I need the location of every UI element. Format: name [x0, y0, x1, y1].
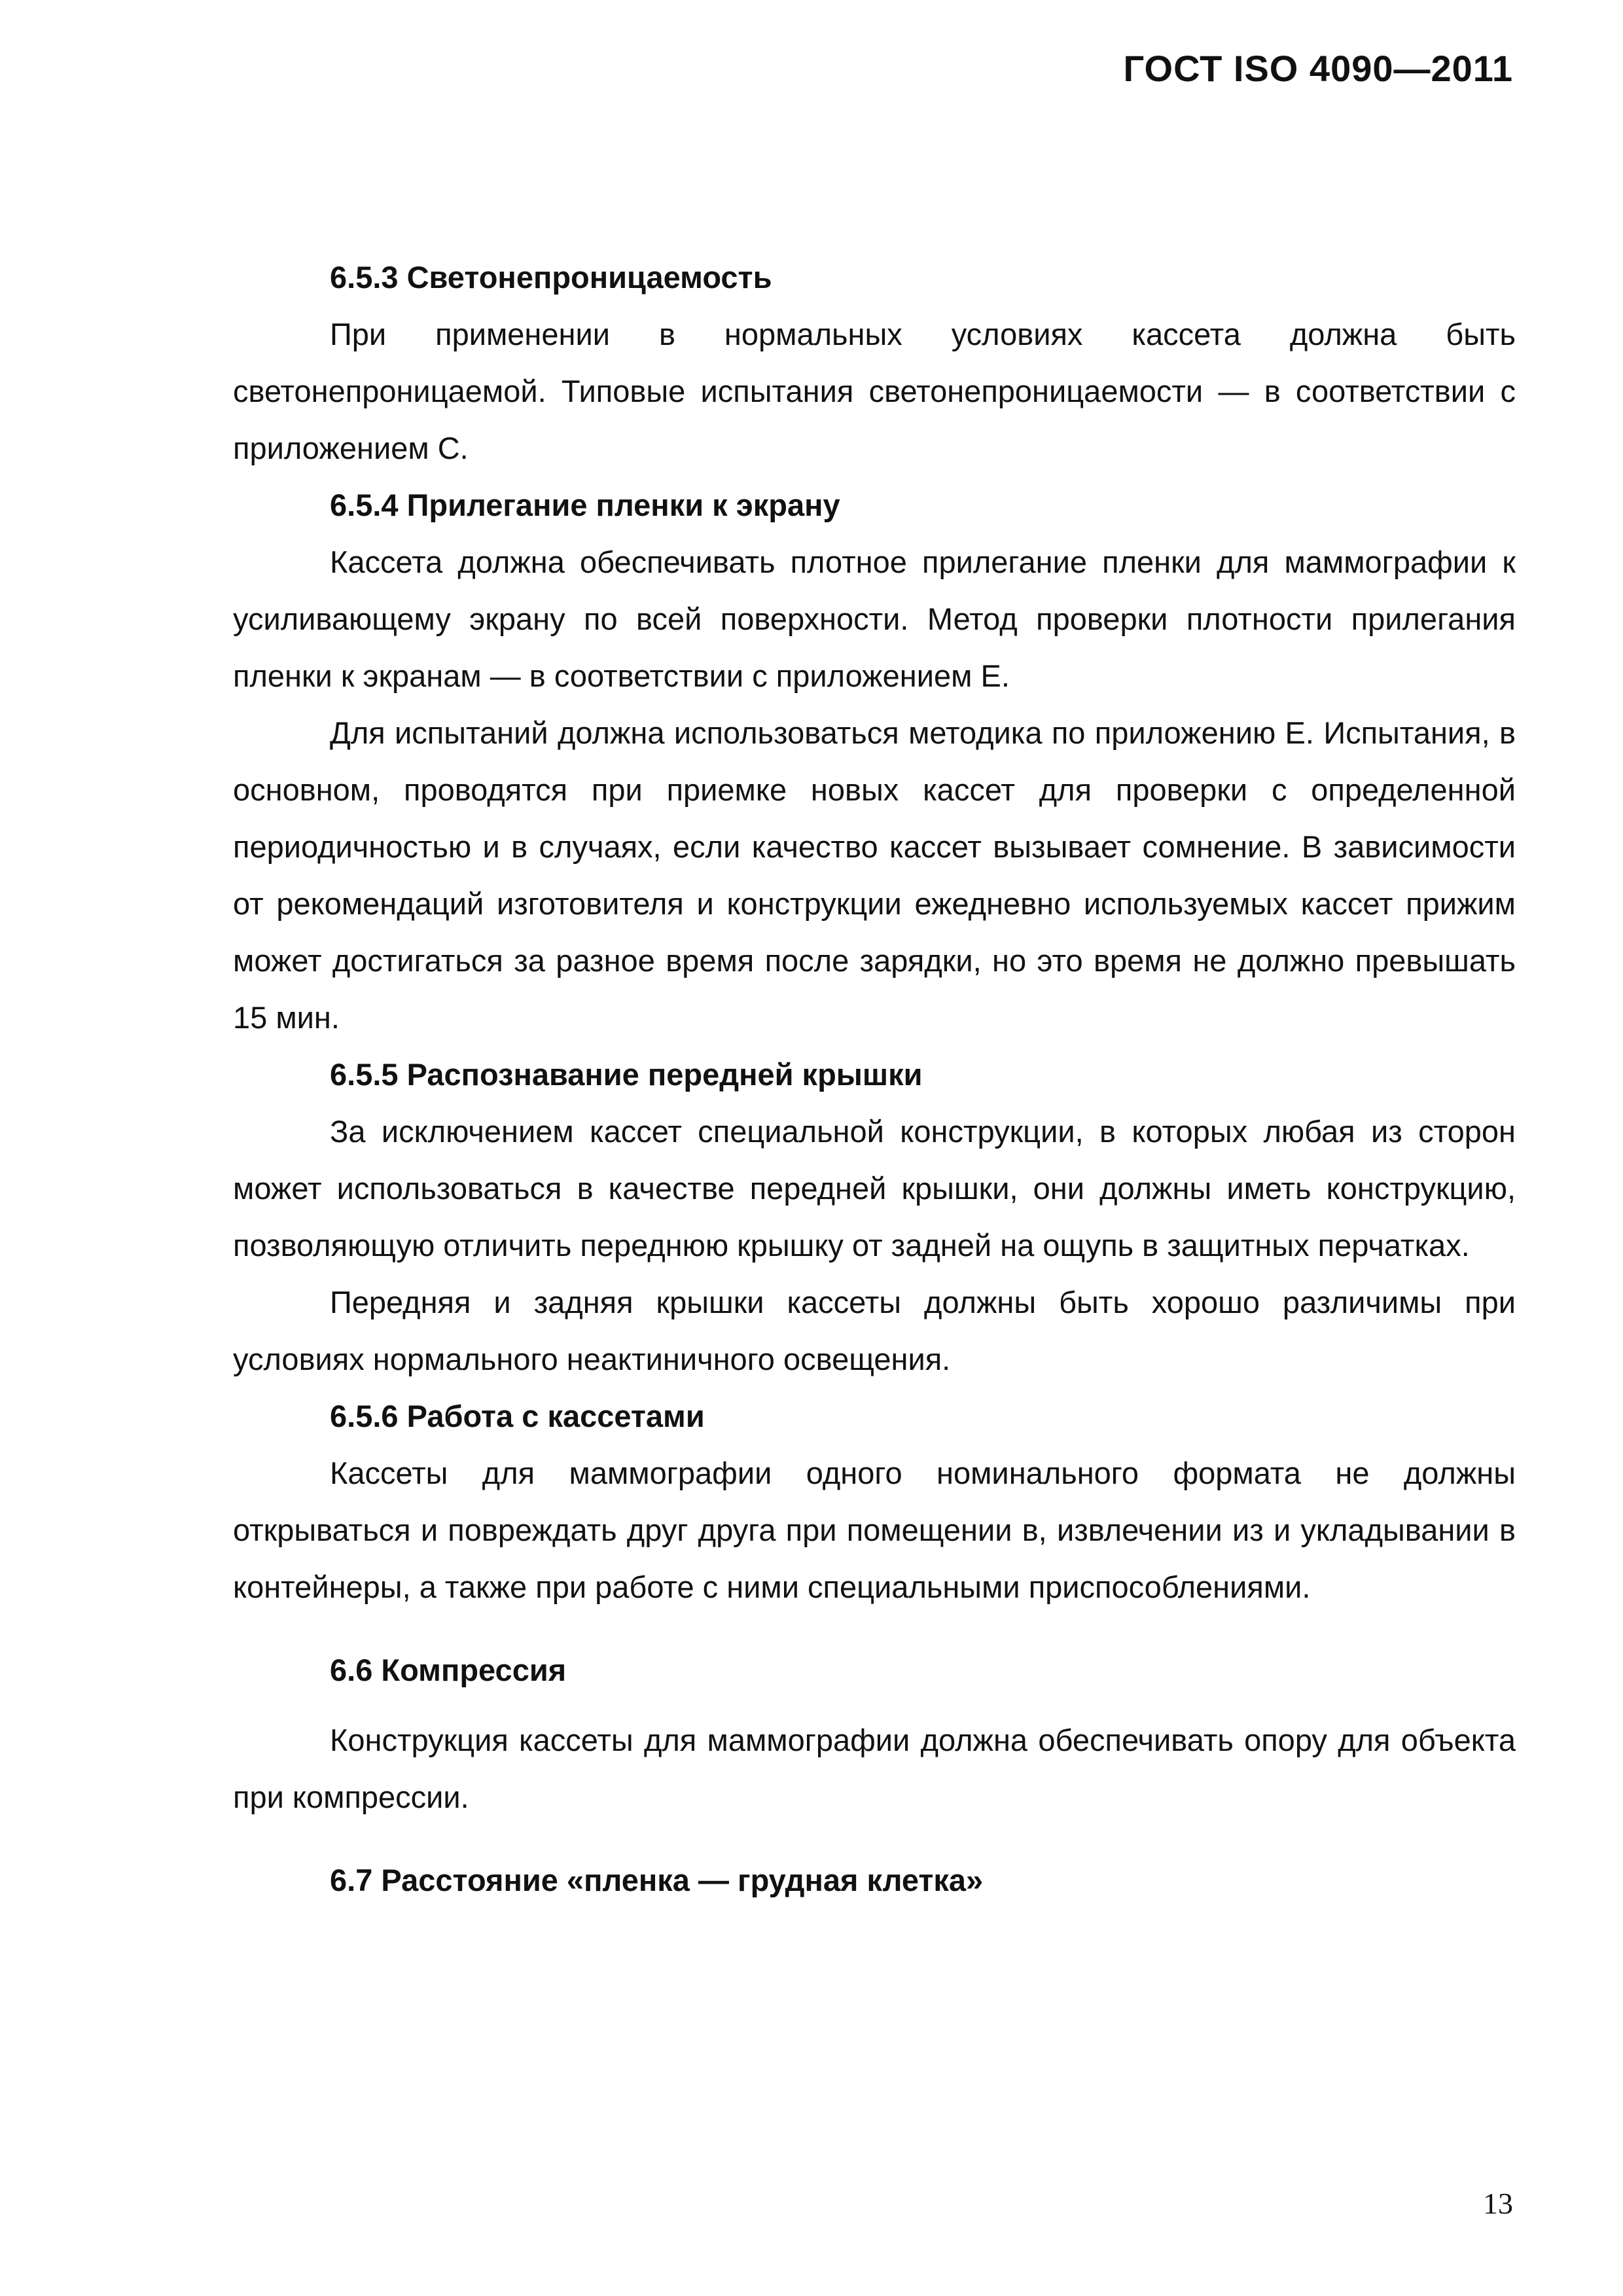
paragraph: За исключением кассет специальной конструкции, в которых любая из сторон может использоваться в качестве передней крышки, они должны иметь конструкцию, позволяющую отличить переднюю крышку от задней на ощупь в защитных перчатках.	[233, 1114, 1516, 1263]
paragraph: Кассета должна обеспечивать плотное прилегание пленки для маммографии к усиливающему экрану по всей поверхности. Метод проверки плотности прилегания пленки к экранам — в соответствии с приложением Е.	[233, 545, 1516, 693]
paragraph: Кассеты для маммографии одного номинального формата не должны открываться и повреждать друг друга при помещении в, извлечении из и укладывании в контейнеры, а также при работе с ними специальными приспособлениями.	[233, 1456, 1516, 1604]
document-body	[233, 249, 1516, 1909]
document-header: ГОСТ ISO 4090—2011	[1123, 48, 1513, 89]
section-heading-6-5-6: 6.5.6 Работа с кассетами	[330, 1399, 705, 1433]
section-heading-6-5-3: 6.5.3 Светонепроницаемость	[330, 260, 772, 295]
section-heading-6-7: 6.7 Расстояние «пленка — грудная клетка»	[330, 1863, 984, 1897]
page-number: 13	[1483, 2187, 1513, 2220]
paragraph: Передняя и задняя крышки кассеты должны быть хорошо различимы при условиях нормального неактиничного освещения.	[233, 1285, 1516, 1376]
section-heading-6-6: 6.6 Компрессия	[330, 1653, 567, 1687]
paragraph: Конструкция кассеты для маммографии должна обеспечивать опору для объекта при компрессии.	[233, 1723, 1516, 1814]
paragraph: При применении в нормальных условиях кассета должна быть светонепроницаемой. Типовые испытания светонепроницаемости — в соответствии с приложением С.	[233, 317, 1516, 465]
section-heading-6-5-5: 6.5.5 Распознавание передней крышки	[330, 1057, 923, 1092]
paragraph: Для испытаний должна использоваться методика по приложению Е. Испытания, в основном, проводятся при приемке новых кассет для проверки с определенной периодичностью и в случаях, если качество кассет вызывает сомнение. В зависимости от рекомендаций изготовителя и конструкции ежедневно используемых кассет прижим может достигаться за разное время после зарядки, но это время не должно превышать 15 мин.	[233, 715, 1516, 1035]
section-heading-6-5-4: 6.5.4 Прилегание пленки к экрану	[330, 488, 840, 522]
